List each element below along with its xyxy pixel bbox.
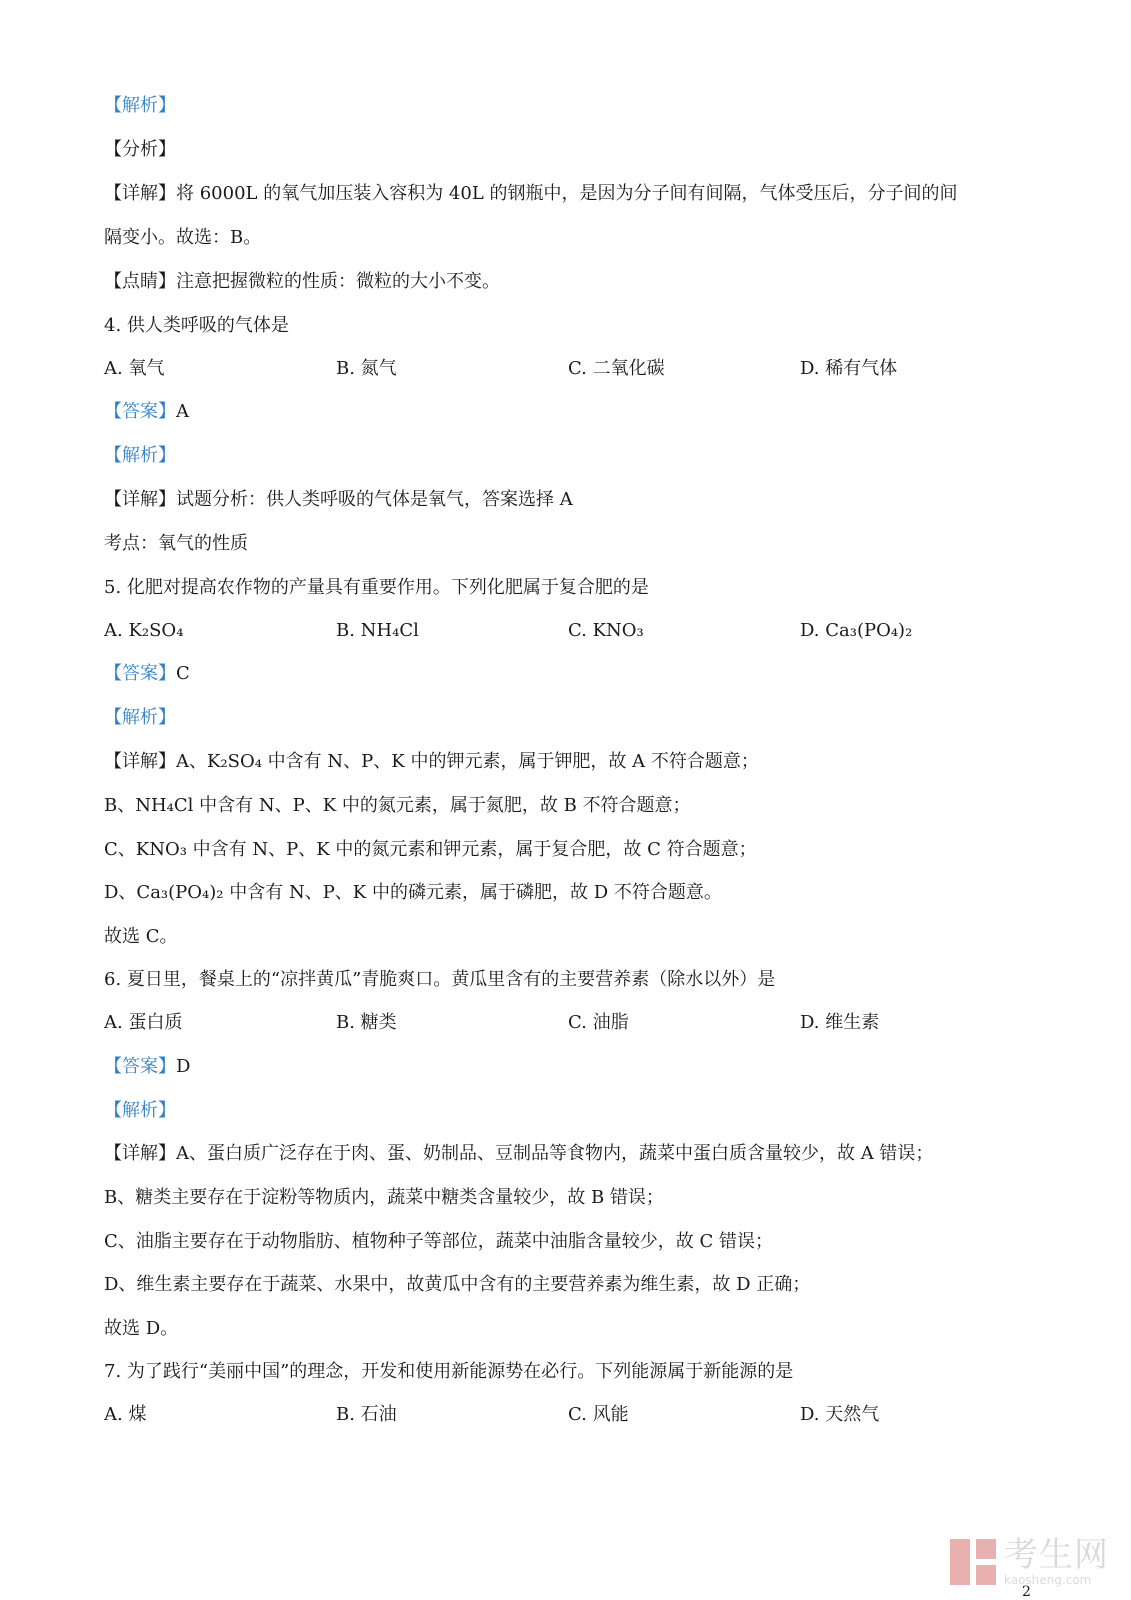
detail-line: 考点：氧气的性质 — [104, 533, 248, 554]
detail-line: B、NH₄Cl 中含有 N、P、K 中的氮元素，属于氮肥，故 B 不符合题意； — [104, 795, 691, 816]
detail-line: 【详解】A、蛋白质广泛存在于肉、蛋、奶制品、豆制品等食物内，蔬菜中蛋白质含量较少，故 A 错误； — [104, 1143, 934, 1164]
question-5: 5. 化肥对提高农作物的产量具有重要作用。下列化肥属于复合肥的是 — [104, 577, 649, 598]
q4-option-a: A. 氧气 — [104, 358, 165, 379]
analysis-label-q4: 【解析】 — [104, 445, 176, 466]
q6-option-a: A. 蛋白质 — [104, 1012, 183, 1033]
q6-option-d: D. 维生素 — [800, 1012, 880, 1033]
q6-option-c: C. 油脂 — [568, 1012, 629, 1033]
page-number: 2 — [1022, 1584, 1031, 1600]
analysis-heading: 【分析】 — [104, 139, 176, 160]
analysis-label-q3: 【解析】 — [104, 95, 176, 116]
q5-option-b: B. NH₄Cl — [336, 620, 419, 641]
q4-option-b: B. 氮气 — [336, 358, 397, 379]
detail-line: 【详解】试题分析：供人类呼吸的气体是氧气，答案选择 A — [104, 489, 573, 510]
detail-line: 【详解】将 6000L 的氧气加压装入容积为 40L 的钢瓶中，是因为分子间有间隔，气体受压后，分子间的间 — [104, 183, 958, 204]
question-7: 7. 为了践行“美丽中国”的理念，开发和使用新能源势在必行。下列能源属于新能源的是 — [104, 1361, 794, 1382]
q6-option-b: B. 糖类 — [336, 1012, 397, 1033]
watermark-logo-icon — [950, 1539, 996, 1585]
watermark-text: 考生网 — [1004, 1535, 1109, 1575]
q7-option-a: A. 煤 — [104, 1404, 147, 1425]
answer-q5: 【答案】C — [104, 663, 190, 684]
q7-option-d: D. 天然气 — [800, 1404, 880, 1425]
q5-option-c: C. KNO₃ — [568, 620, 644, 641]
analysis-label-q5: 【解析】 — [104, 707, 176, 728]
detail-line: D、Ca₃(PO₄)₂ 中含有 N、P、K 中的磷元素，属于磷肥，故 D 不符合题意。 — [104, 882, 722, 903]
question-4: 4. 供人类呼吸的气体是 — [104, 315, 289, 336]
q7-option-c: C. 风能 — [568, 1404, 629, 1425]
detail-line: C、油脂主要存在于动物脂肪、植物种子等部位，蔬菜中油脂含量较少，故 C 错误； — [104, 1231, 773, 1252]
answer-q4: 【答案】A — [104, 401, 189, 422]
q4-option-d: D. 稀有气体 — [800, 358, 898, 379]
detail-line: 故选 C。 — [104, 926, 178, 947]
note-line: 【点睛】注意把握微粒的性质：微粒的大小不变。 — [104, 271, 500, 292]
detail-line: B、糖类主要存在于淀粉等物质内，蔬菜中糖类含量较少，故 B 错误； — [104, 1187, 664, 1208]
q5-option-a: A. K₂SO₄ — [104, 620, 184, 641]
detail-line: 【详解】A、K₂SO₄ 中含有 N、P、K 中的钾元素，属于钾肥，故 A 不符合题意； — [104, 751, 759, 772]
detail-line: 隔变小。故选：B。 — [104, 227, 262, 248]
analysis-label-q6: 【解析】 — [104, 1100, 176, 1121]
watermark-url: kaosheng.com — [1004, 1573, 1092, 1587]
watermark — [950, 1535, 1109, 1587]
detail-line: 故选 D。 — [104, 1318, 179, 1339]
detail-line: D、维生素主要存在于蔬菜、水果中，故黄瓜中含有的主要营养素为维生素，故 D 正确； — [104, 1274, 811, 1295]
q5-option-d: D. Ca₃(PO₄)₂ — [800, 620, 913, 641]
question-6: 6. 夏日里，餐桌上的“凉拌黄瓜”青脆爽口。黄瓜里含有的主要营养素（除水以外）是 — [104, 969, 776, 990]
answer-q6: 【答案】D — [104, 1056, 191, 1077]
q7-option-b: B. 石油 — [336, 1404, 397, 1425]
q4-option-c: C. 二氧化碳 — [568, 358, 665, 379]
detail-line: C、KNO₃ 中含有 N、P、K 中的氮元素和钾元素，属于复合肥，故 C 符合题意； — [104, 839, 757, 860]
